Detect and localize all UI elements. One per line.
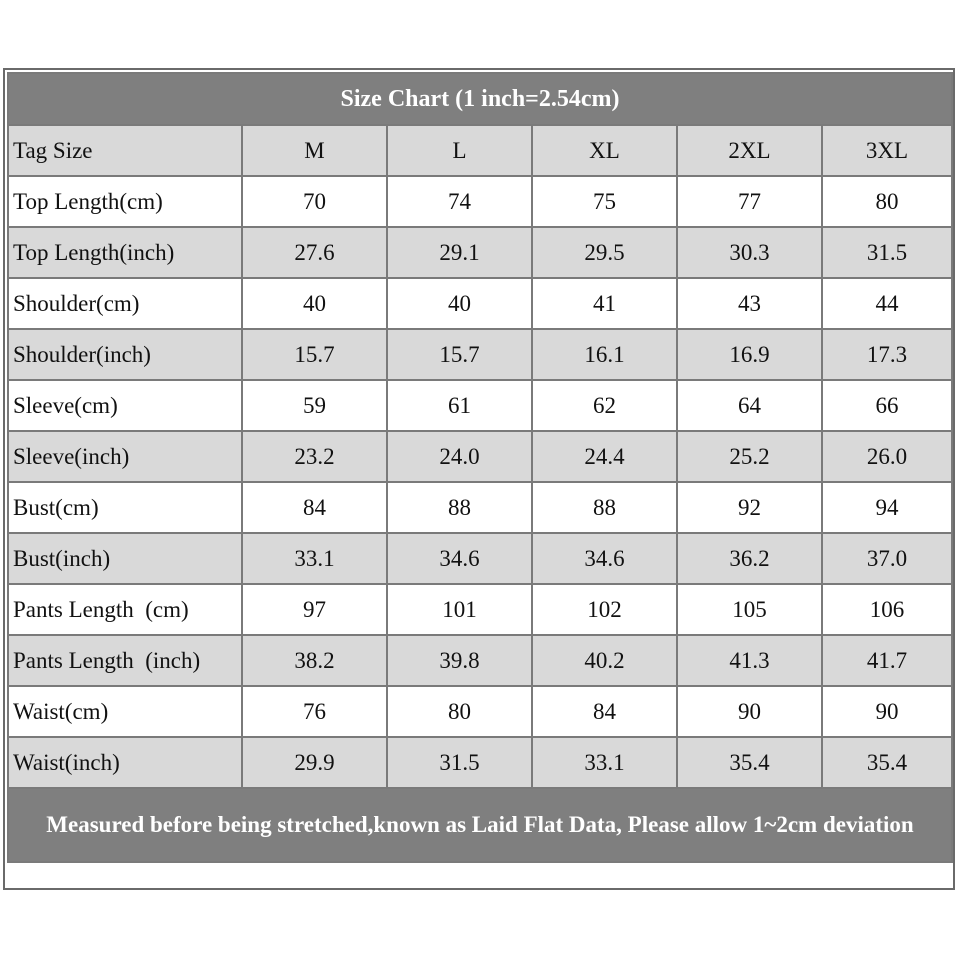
row-label: Bust(inch) xyxy=(8,533,242,584)
cell-value: 88 xyxy=(387,482,532,533)
cell-value: 15.7 xyxy=(387,329,532,380)
cell-value: 43 xyxy=(677,278,822,329)
row-label: Waist(inch) xyxy=(8,737,242,788)
title-row xyxy=(8,73,952,125)
table-row xyxy=(8,482,952,533)
footer-note: Measured before being stretched,known as Laid Flat Data, Please allow 1~2cm deviation xyxy=(8,788,952,862)
cell-value: 75 xyxy=(532,176,677,227)
cell-value: 106 xyxy=(822,584,952,635)
cell-value: 29.9 xyxy=(242,737,387,788)
row-label: Waist(cm) xyxy=(8,686,242,737)
cell-value: 66 xyxy=(822,380,952,431)
cell-value: 84 xyxy=(242,482,387,533)
cell-value: 41 xyxy=(532,278,677,329)
cell-value: 35.4 xyxy=(822,737,952,788)
cell-value: 33.1 xyxy=(532,737,677,788)
cell-value: 41.3 xyxy=(677,635,822,686)
row-label: Shoulder(inch) xyxy=(8,329,242,380)
size-chart xyxy=(3,68,955,890)
table-row xyxy=(8,635,952,686)
cell-value: 59 xyxy=(242,380,387,431)
cell-value: 23.2 xyxy=(242,431,387,482)
cell-value: 61 xyxy=(387,380,532,431)
row-label: Bust(cm) xyxy=(8,482,242,533)
cell-value: 29.5 xyxy=(532,227,677,278)
cell-value: 41.7 xyxy=(822,635,952,686)
cell-value: 16.1 xyxy=(532,329,677,380)
cell-value: 25.2 xyxy=(677,431,822,482)
table-row xyxy=(8,329,952,380)
row-label: Pants Length (inch) xyxy=(8,635,242,686)
row-label: Sleeve(cm) xyxy=(8,380,242,431)
footer-row xyxy=(8,788,952,862)
cell-value: 88 xyxy=(532,482,677,533)
row-label: Pants Length (cm) xyxy=(8,584,242,635)
row-label: Top Length(cm) xyxy=(8,176,242,227)
size-header: XL xyxy=(532,125,677,176)
cell-value: 64 xyxy=(677,380,822,431)
cell-value: 101 xyxy=(387,584,532,635)
cell-value: 94 xyxy=(822,482,952,533)
cell-value: 35.4 xyxy=(677,737,822,788)
cell-value: 80 xyxy=(387,686,532,737)
header-label: Tag Size xyxy=(8,125,242,176)
cell-value: 40.2 xyxy=(532,635,677,686)
size-header: M xyxy=(242,125,387,176)
table-row xyxy=(8,737,952,788)
cell-value: 102 xyxy=(532,584,677,635)
cell-value: 30.3 xyxy=(677,227,822,278)
cell-value: 77 xyxy=(677,176,822,227)
table-row xyxy=(8,176,952,227)
cell-value: 84 xyxy=(532,686,677,737)
cell-value: 33.1 xyxy=(242,533,387,584)
header-row xyxy=(8,125,952,176)
cell-value: 38.2 xyxy=(242,635,387,686)
cell-value: 37.0 xyxy=(822,533,952,584)
cell-value: 62 xyxy=(532,380,677,431)
table-row xyxy=(8,584,952,635)
cell-value: 44 xyxy=(822,278,952,329)
table-row xyxy=(8,533,952,584)
table-row xyxy=(8,380,952,431)
cell-value: 31.5 xyxy=(822,227,952,278)
row-label: Sleeve(inch) xyxy=(8,431,242,482)
table-row xyxy=(8,431,952,482)
size-header: L xyxy=(387,125,532,176)
cell-value: 76 xyxy=(242,686,387,737)
cell-value: 27.6 xyxy=(242,227,387,278)
cell-value: 40 xyxy=(242,278,387,329)
cell-value: 36.2 xyxy=(677,533,822,584)
cell-value: 24.0 xyxy=(387,431,532,482)
cell-value: 26.0 xyxy=(822,431,952,482)
row-label: Top Length(inch) xyxy=(8,227,242,278)
cell-value: 34.6 xyxy=(532,533,677,584)
cell-value: 15.7 xyxy=(242,329,387,380)
cell-value: 24.4 xyxy=(532,431,677,482)
row-label: Shoulder(cm) xyxy=(8,278,242,329)
size-header: 3XL xyxy=(822,125,952,176)
cell-value: 40 xyxy=(387,278,532,329)
chart-title: Size Chart (1 inch=2.54cm) xyxy=(8,73,952,125)
cell-value: 80 xyxy=(822,176,952,227)
cell-value: 90 xyxy=(822,686,952,737)
table-row xyxy=(8,686,952,737)
cell-value: 74 xyxy=(387,176,532,227)
cell-value: 34.6 xyxy=(387,533,532,584)
cell-value: 16.9 xyxy=(677,329,822,380)
size-header: 2XL xyxy=(677,125,822,176)
table-row xyxy=(8,227,952,278)
cell-value: 90 xyxy=(677,686,822,737)
cell-value: 17.3 xyxy=(822,329,952,380)
table-row xyxy=(8,278,952,329)
cell-value: 39.8 xyxy=(387,635,532,686)
cell-value: 92 xyxy=(677,482,822,533)
cell-value: 97 xyxy=(242,584,387,635)
cell-value: 29.1 xyxy=(387,227,532,278)
cell-value: 105 xyxy=(677,584,822,635)
cell-value: 31.5 xyxy=(387,737,532,788)
cell-value: 70 xyxy=(242,176,387,227)
size-chart-table xyxy=(7,72,953,863)
